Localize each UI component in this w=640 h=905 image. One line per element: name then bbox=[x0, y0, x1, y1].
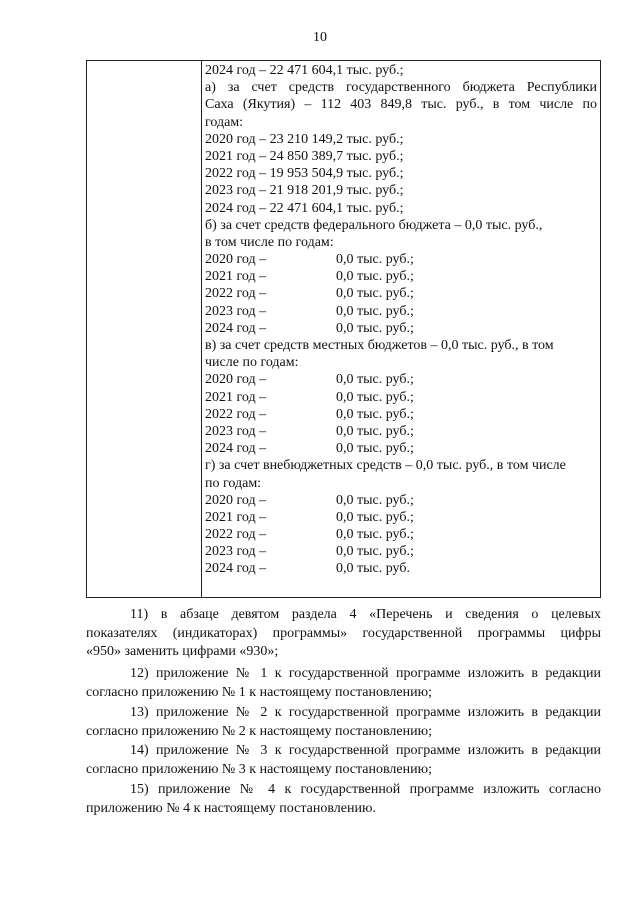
amount-value: 0,0 тыс. руб.; bbox=[336, 269, 414, 285]
paragraph-line: «950» заменить цифрами «930»; bbox=[86, 644, 279, 659]
year-label: 2022 год – bbox=[205, 527, 267, 543]
extra-heading-line: по годам: bbox=[205, 475, 262, 491]
paragraph-line: 11) в абзаце девятом раздела 4 «Перечень и сведения о целевых bbox=[130, 607, 601, 622]
federal-year-row bbox=[205, 285, 597, 302]
extra-heading-line: г) за счет внебюджетных средств – 0,0 тыс. руб., в том числе bbox=[205, 458, 566, 474]
amount-value: 0,0 тыс. руб.; bbox=[336, 252, 414, 268]
amount-value: 0,0 тыс. руб.; bbox=[336, 423, 414, 439]
extra-year-row bbox=[205, 560, 597, 577]
paragraph-line: 15) приложение № 4 к государственной программе изложить согласно bbox=[130, 782, 601, 797]
year-label: 2022 год – bbox=[205, 406, 267, 422]
federal-year-row bbox=[205, 251, 597, 268]
paragraph-line: согласно приложению № 2 к настоящему постановлению; bbox=[86, 723, 432, 739]
paragraph-11 bbox=[86, 606, 601, 662]
year-label: 2020 год – bbox=[205, 372, 267, 388]
cell-line: 2020 год – 23 210 149,2 тыс. руб.; bbox=[205, 131, 404, 147]
paragraph-line: 13) приложение № 2 к государственной программе изложить в редакции bbox=[130, 705, 601, 720]
cell-line: 2022 год – 19 953 504,9 тыс. руб.; bbox=[205, 166, 404, 182]
cell-line: а) за счет средств государственного бюджета Республики bbox=[205, 80, 597, 96]
paragraph-12 bbox=[86, 665, 601, 702]
amount-value: 0,0 тыс. руб.; bbox=[336, 509, 414, 525]
year-label: 2023 год – bbox=[205, 423, 267, 439]
cell-line: б) за счет средств федерального бюджета – 0,0 тыс. руб., bbox=[205, 217, 543, 233]
extra-year-row bbox=[205, 543, 597, 560]
funding-cell bbox=[205, 62, 597, 578]
paragraph-line: согласно приложению № 1 к настоящему постановлению; bbox=[86, 684, 432, 700]
year-label: 2023 год – bbox=[205, 303, 267, 319]
paragraph-15 bbox=[86, 781, 601, 818]
amount-value: 0,0 тыс. руб.; bbox=[336, 492, 414, 508]
amount-value: 0,0 тыс. руб. bbox=[336, 561, 410, 577]
extra-year-row bbox=[205, 492, 597, 509]
paragraph-14 bbox=[86, 742, 601, 779]
paragraph-line: показателях (индикаторах) программы» государственной программы цифры bbox=[86, 625, 601, 641]
extra-year-row bbox=[205, 509, 597, 526]
paragraph-line: согласно приложению № 3 к настоящему постановлению; bbox=[86, 761, 432, 777]
year-label: 2024 год – bbox=[205, 561, 267, 577]
paragraph-line: 14) приложение № 3 к государственной программе изложить в редакции bbox=[130, 743, 601, 758]
amount-value: 0,0 тыс. руб.; bbox=[336, 286, 414, 302]
amount-value: 0,0 тыс. руб.; bbox=[336, 406, 414, 422]
paragraph-line: приложению № 4 к настоящему постановлению. bbox=[86, 800, 376, 816]
local-year-row bbox=[205, 371, 597, 388]
local-year-row bbox=[205, 406, 597, 423]
amount-value: 0,0 тыс. руб.; bbox=[336, 320, 414, 336]
amount-value: 0,0 тыс. руб.; bbox=[336, 372, 414, 388]
year-label: 2024 год – bbox=[205, 441, 267, 457]
amount-value: 0,0 тыс. руб.; bbox=[336, 544, 414, 560]
year-label: 2023 год – bbox=[205, 544, 267, 560]
paragraph-line: 12) приложение № 1 к государственной программе изложить в редакции bbox=[130, 666, 601, 681]
amount-value: 0,0 тыс. руб.; bbox=[336, 303, 414, 319]
year-label: 2020 год – bbox=[205, 252, 267, 268]
extra-year-row bbox=[205, 526, 597, 543]
local-year-row bbox=[205, 440, 597, 457]
cell-line: 2023 год – 21 918 201,9 тыс. руб.; bbox=[205, 183, 404, 199]
federal-year-row bbox=[205, 320, 597, 337]
local-year-row bbox=[205, 389, 597, 406]
page-number: 10 bbox=[313, 30, 327, 45]
local-year-row bbox=[205, 423, 597, 440]
cell-line: 2024 год – 22 471 604,1 тыс. руб.; bbox=[205, 200, 404, 216]
cell-line: 2024 год – 22 471 604,1 тыс. руб.; bbox=[205, 63, 404, 78]
amount-value: 0,0 тыс. руб.; bbox=[336, 527, 414, 543]
paragraph-13 bbox=[86, 704, 601, 741]
cell-line: в том числе по годам: bbox=[205, 234, 334, 250]
cell-line: 2021 год – 24 850 389,7 тыс. руб.; bbox=[205, 148, 404, 164]
year-label: 2021 год – bbox=[205, 389, 267, 405]
cell-line: годам: bbox=[205, 114, 244, 130]
local-heading-line: числе по годам: bbox=[205, 355, 299, 371]
year-label: 2024 год – bbox=[205, 320, 267, 336]
year-label: 2020 год – bbox=[205, 492, 267, 508]
local-heading-line: в) за счет средств местных бюджетов – 0,0 тыс. руб., в том bbox=[205, 338, 554, 353]
funding-table bbox=[86, 60, 601, 598]
year-label: 2021 год – bbox=[205, 269, 267, 285]
amount-value: 0,0 тыс. руб.; bbox=[336, 389, 414, 405]
cell-line: Саха (Якутия) – 112 403 849,8 тыс. руб., в том числе по bbox=[205, 97, 597, 113]
column-divider bbox=[201, 61, 202, 597]
federal-year-row bbox=[205, 268, 597, 285]
year-label: 2022 год – bbox=[205, 286, 267, 302]
amount-value: 0,0 тыс. руб.; bbox=[336, 441, 414, 457]
federal-year-row bbox=[205, 303, 597, 320]
year-label: 2021 год – bbox=[205, 509, 267, 525]
